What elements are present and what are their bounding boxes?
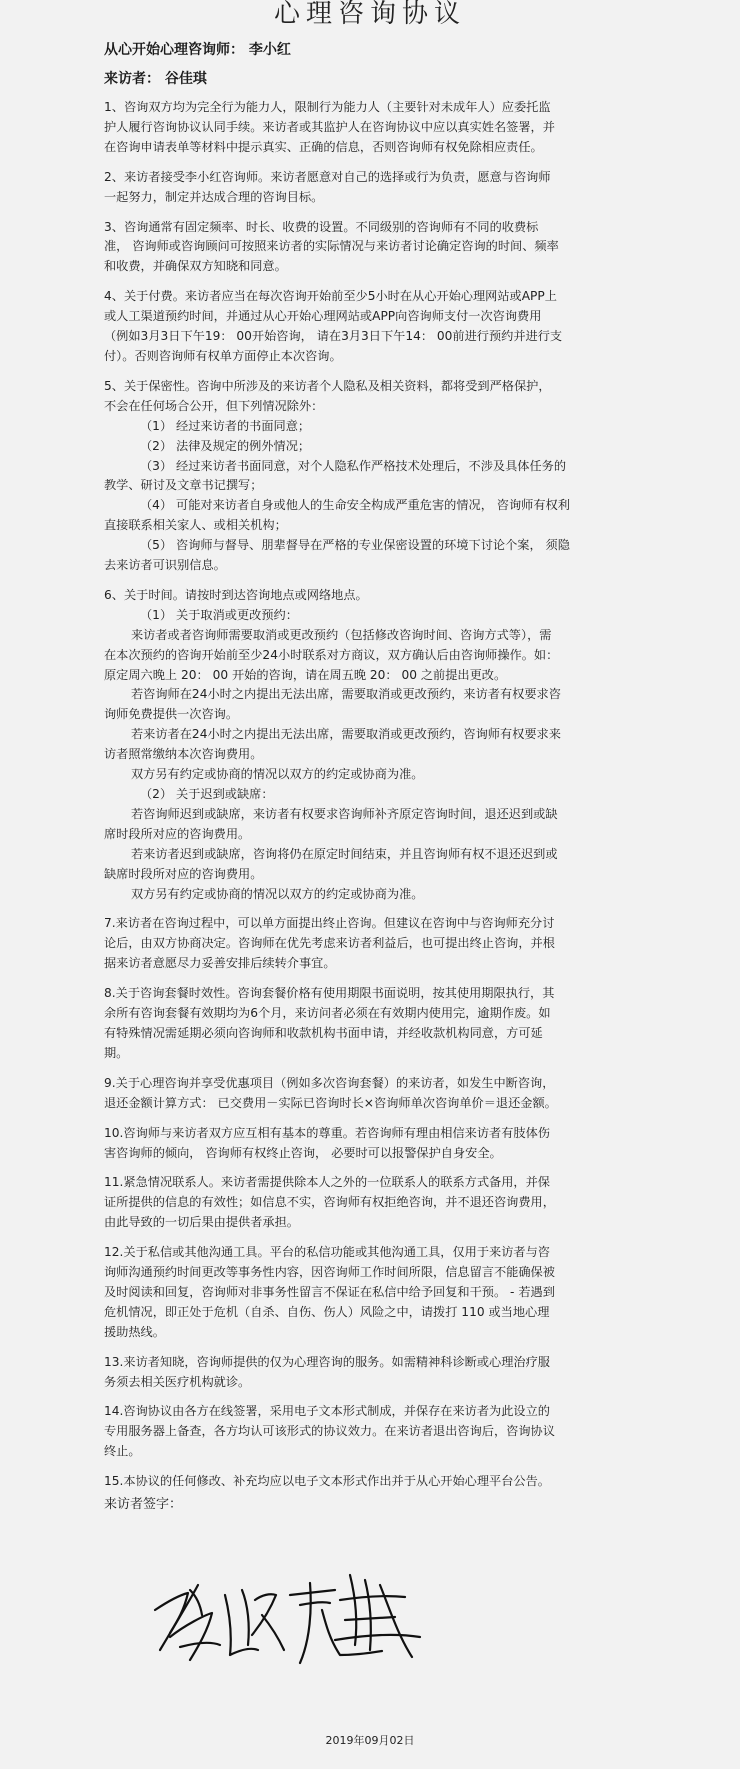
clause-line: （3） 经过来访者书面同意，对个人隐私作严格技术处理后，不涉及具体任务的 (140, 458, 567, 473)
clause-line: 15.本协议的任何修改、补充均应以电子文本形式作出并于从心开始心理平台公告。 (104, 1474, 550, 1489)
clause-10 (104, 1124, 635, 1164)
clause-line: 双方另有约定或协商的情况以双方的约定或协商为准。 (131, 767, 424, 782)
clause-line: 去来访者可识别信息。 (104, 558, 226, 573)
clause-line: 不会在任何场合公开，但下列情况除外： (104, 398, 324, 413)
clause-13 (104, 1353, 635, 1393)
clause-line: 3、咨询通常有固定频率、时长、收费的设置。不同级别的咨询师有不同的收费标 (104, 219, 539, 234)
clause-12 (104, 1243, 635, 1343)
counselor-line: 从心开始心理咨询师： 李小红 (104, 42, 291, 58)
clause-line: 8.关于咨询套餐时效性。咨询套餐价格有使用期限书面说明，按其使用期限执行，其 (104, 986, 555, 1001)
clause-line: （例如3月3日下午19： 00开始咨询， 请在3月3日下午14： 00前进行预约并进行支 (104, 329, 563, 344)
signature-label: 来访者签字： (104, 1497, 183, 1512)
clause-line: 和收费，并确保双方知晓和同意。 (104, 259, 287, 274)
clause-line: 危机情况，即正处于危机（自杀、自伤、伤人）风险之中，请拨打 110 或当地心理 (104, 1304, 550, 1319)
clause-line: （1） 关于取消或更改预约： (140, 607, 298, 622)
clause-line: （2） 法律及规定的例外情况； (140, 438, 311, 453)
clause-line: 专用服务器上备查，各方均认可该形式的协议效力。在来访者退出咨询后，咨询协议 (104, 1424, 555, 1439)
clause-line: 询师免费提供一次咨询。 (104, 707, 239, 722)
clause-line: 在咨询申请表单等材料中提示真实、正确的信息，否则咨询师有权免除相应责任。 (104, 139, 543, 154)
clause-line: 护人履行咨询协议认同手续。来访者或其监护人在咨询协议中应以真实姓名签署，并 (104, 119, 555, 134)
clause-14 (104, 1402, 635, 1462)
clause-line: 论后，由双方协商决定。咨询师在优先考虑来访者利益后，也可提出终止咨询，并根 (104, 936, 555, 951)
clause-line: 双方另有约定或协商的情况以双方的约定或协商为准。 (131, 886, 424, 901)
clause-6 (104, 586, 635, 905)
clause-line: 期。 (104, 1045, 129, 1060)
clause-line: 直接联系相关家人、或相关机构； (104, 518, 287, 533)
signing-date: 2019年09月02日 (325, 1734, 415, 1747)
clause-line: 退还金额计算方式： 已交费用－实际已咨询时长×咨询师单次咨询单价＝退还金额。 (104, 1095, 557, 1110)
clause-line: 来访者或者咨询师需要取消或更改预约（包括修改咨询时间、咨询方式等），需 (131, 627, 552, 642)
document-title: 心理咨询协议 (273, 0, 466, 29)
clause-line: 证所提供的信息的有效性；如信息不实，咨询师有权拒绝咨询，并不退还咨询费用， (104, 1195, 555, 1210)
clause-line: 4、关于付费。来访者应当在每次咨询开始前至少5小时在从心开始心理网站或APP上 (104, 289, 557, 304)
clause-line: 务须去相关医疗机构就诊。 (104, 1374, 251, 1389)
clause-line: 教学、研讨及文章书记撰写； (104, 478, 263, 493)
clause-3 (104, 218, 635, 278)
clause-line: （4） 可能对来访者自身或他人的生命安全构成严重危害的情况， 咨询师有权利 (140, 498, 570, 513)
clause-line: 访者照常缴纳本次咨询费用。 (104, 747, 263, 762)
clause-line: 2、来访者接受李小红咨询师。来访者愿意对自己的选择或行为负责，愿意与咨询师 (104, 169, 551, 184)
clause-line: 由此导致的一切后果由提供者承担。 (104, 1215, 299, 1230)
clause-15 (104, 1472, 635, 1492)
clause-line: （1） 经过来访者的书面同意； (140, 418, 311, 433)
handwritten-signature (150, 1555, 430, 1675)
clause-line: 若来访者在24小时之内提出无法出席，需要取消或更改预约，咨询师有权要求来 (131, 727, 561, 742)
clause-line: 席时段所对应的咨询费用。 (104, 826, 251, 841)
clause-line: 害咨询师的倾向， 咨询师有权终止咨询， 必要时可以报警保护自身安全。 (104, 1145, 502, 1160)
clause-line: 1、咨询双方均为完全行为能力人，限制行为能力人（主要针对未成年人）应委托监 (104, 100, 551, 114)
clause-9 (104, 1074, 635, 1114)
clause-line: 13.来访者知晓，咨询师提供的仅为心理咨询的服务。如需精神科诊断或心理治疗服 (104, 1354, 550, 1369)
clause-line: 在本次预约的咨询开始前至少24小时联系对方商议，双方确认后由咨询师操作。如： (104, 647, 559, 662)
clause-line: 12.关于私信或其他沟通工具。平台的私信功能或其他沟通工具，仅用于来访者与咨 (104, 1245, 550, 1260)
clause-line: 准， 咨询师或咨询顾问可按照来访者的实际情况与来访者讨论确定咨询的时间、频率 (104, 239, 559, 254)
clause-line: （5） 咨询师与督导、朋辈督导在严格的专业保密设置的环境下讨论个案， 须隐 (140, 538, 570, 553)
clause-line: 及时阅读和回复，咨询师对非事务性留言不保证在私信中给予回复和干预。 - 若遇到 (104, 1284, 555, 1299)
clause-line: （2） 关于迟到或缺席： (140, 787, 274, 801)
clause-8 (104, 984, 635, 1064)
clause-line: 据来访者意愿尽力妥善安排后续转介事宜。 (104, 956, 336, 971)
clause-line: 援助热线。 (104, 1324, 165, 1339)
clause-5 (104, 377, 635, 576)
clause-line: 若来访者迟到或缺席，咨询将仍在原定时间结束，并且咨询师有权不退还迟到或 (131, 846, 558, 861)
clause-line: 14.咨询协议由各方在线签署，采用电子文本形式制成，并保存在来访者为此设立的 (104, 1404, 550, 1419)
clause-4 (104, 287, 635, 367)
clause-line: 若咨询师迟到或缺席，来访者有权要求咨询师补齐原定咨询时间，退还迟到或缺 (131, 806, 558, 821)
clause-line: 余所有咨询套餐有效期均为6个月，来访问者必须在有效期内使用完，逾期作废。如 (104, 1006, 551, 1021)
clause-line: 10.咨询师与来访者双方应互相有基本的尊重。若咨询师有理由相信来访者有肢体伤 (104, 1125, 550, 1140)
clause-line: 一起努力，制定并达成合理的咨询目标。 (104, 189, 324, 204)
clause-line: 有特殊情况需延期必须向咨询师和收款机构书面申请，并经收款机构同意，方可延 (104, 1025, 543, 1040)
clause-line: 11.紧急情况联系人。来访者需提供除本人之外的一位联系人的联系方式备用，并保 (104, 1175, 550, 1190)
clause-line: 终止。 (104, 1444, 141, 1459)
clause-1 (104, 98, 635, 158)
clause-line: 询师沟通预约时间更改等事务性内容，因咨询师工作时间所限，信息留言不能确保被 (104, 1265, 555, 1280)
clause-line: 或人工渠道预约时间，并通过从心开始心理网站或APP向咨询师支付一次咨询费用 (104, 309, 542, 324)
clause-line: 9.关于心理咨询并享受优惠项目（例如多次咨询套餐）的来访者，如发生中断咨询， (104, 1075, 555, 1090)
clause-line: 5、关于保密性。咨询中所涉及的来访者个人隐私及相关资料，都将受到严格保护， (104, 378, 551, 393)
clause-line: 7.来访者在咨询过程中，可以单方面提出终止咨询。但建议在咨询中与咨询师充分讨 (104, 916, 555, 931)
agreement-body (104, 98, 635, 1502)
clause-line: 6、关于时间。请按时到达咨询地点或网络地点。 (104, 587, 368, 602)
clause-2 (104, 168, 635, 208)
clause-line: 原定周六晚上 20： 00 开始的咨询，请在周五晚 20： 00 之前提出更改。 (104, 667, 507, 682)
clause-line: 若咨询师在24小时之内提出无法出席，需要取消或更改预约，来访者有权要求咨 (131, 687, 561, 702)
client-line: 来访者： 谷佳琪 (104, 71, 207, 87)
clause-11 (104, 1173, 635, 1233)
clause-line: 付）。否则咨询师有权单方面停止本次咨询。 (104, 348, 342, 363)
clause-7 (104, 914, 635, 974)
clause-line: 缺席时段所对应的咨询费用。 (104, 866, 263, 881)
